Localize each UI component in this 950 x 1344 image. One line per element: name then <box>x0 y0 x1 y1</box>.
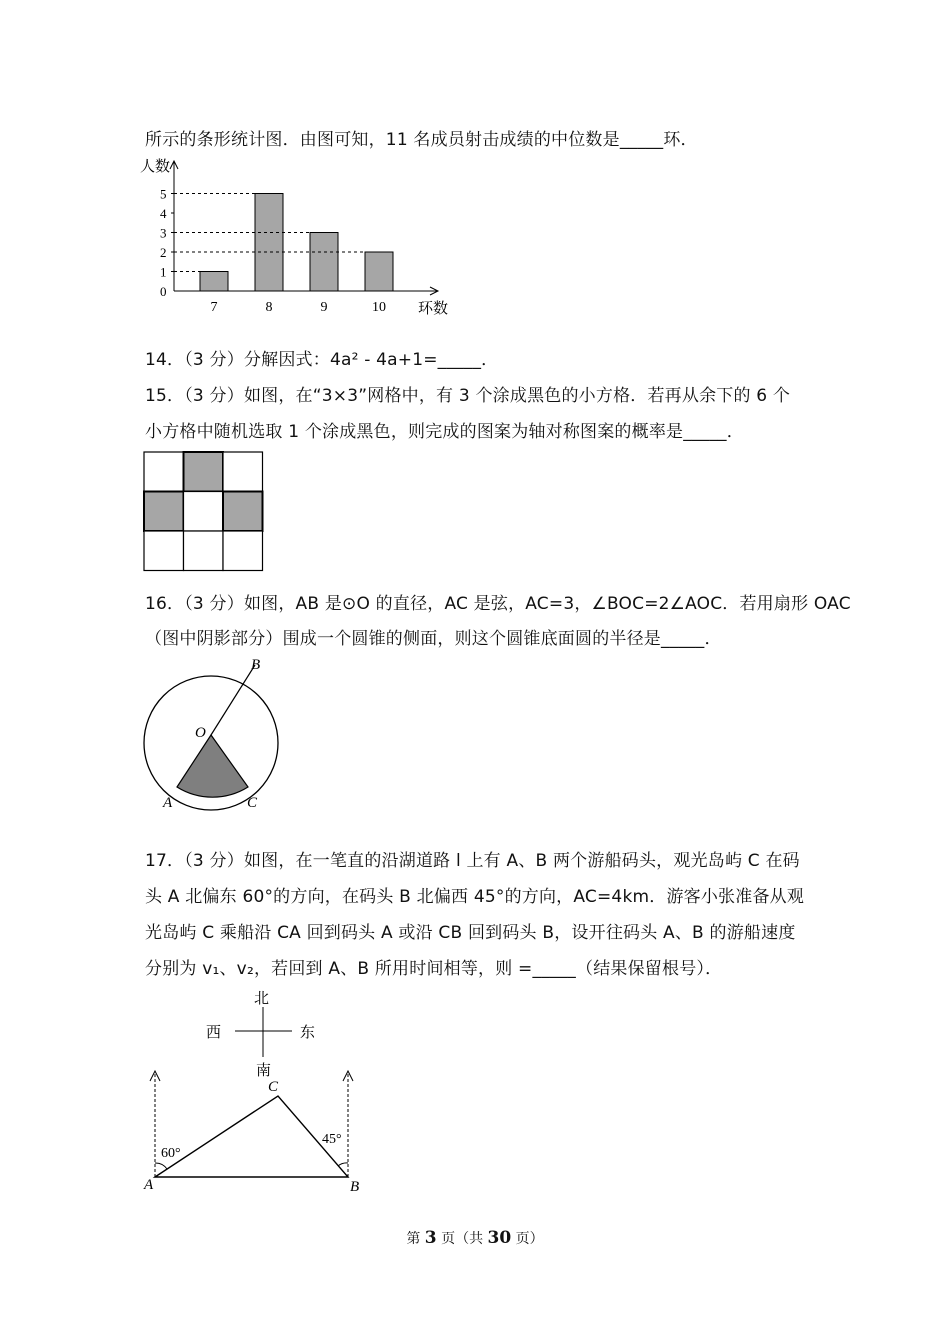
label-a: A <box>144 1177 154 1193</box>
footer-page-number: 3 <box>424 1228 437 1248</box>
angle-label-60: 60° <box>161 1146 181 1161</box>
grid-cell <box>144 452 184 492</box>
q17-text-line2: 头 A 北偏东 60°的方向，在码头 B 北偏西 45°的方向，AC=4km．游客小张准备从观 <box>145 887 805 907</box>
compass-west: 西 <box>206 1025 222 1041</box>
radius-ob <box>211 665 255 735</box>
x-tick-label: 10 <box>372 300 386 315</box>
angle-arc-b <box>338 1163 348 1166</box>
q15-text-line2: 小方格中随机选取 1 个涂成黑色，则完成的图案为轴对称图案的概率是_____． <box>145 422 744 442</box>
angle-label-45: 45° <box>322 1132 342 1147</box>
q14-text: 14．（3 分）分解因式：4a² ‐ 4a+1=_____． <box>145 350 499 370</box>
y-tick-label: 5 <box>160 186 167 202</box>
q16-text-line2: （图中阴影部分）围成一个圆锥的侧面，则这个圆锥底面圆的半径是_____． <box>145 629 722 649</box>
footer-total-pages: 30 <box>487 1228 512 1248</box>
q16-text-line1: 16．（3 分）如图，AB 是⊙O 的直径，AC 是弦，AC=3，∠BOC=2∠AOC．若用扇形 OAC <box>145 594 851 614</box>
y-tick-label: 1 <box>160 264 167 280</box>
label-b: B <box>251 657 261 673</box>
y-tick-label: 0 <box>160 284 167 299</box>
footer-suffix: 页） <box>511 1231 544 1247</box>
footer-prefix: 第 <box>406 1231 425 1247</box>
x-tick-label: 9 <box>320 300 328 315</box>
bar-9 <box>310 233 338 292</box>
footer-mid: 页（共 <box>436 1231 488 1247</box>
compass-south: 南 <box>256 1063 272 1079</box>
angle-arc-a <box>155 1163 167 1169</box>
q13-text: 所示的条形统计图．由图可知，11 名成员射击成绩的中位数是_____环． <box>145 130 698 150</box>
y-tick-label: 4 <box>160 206 167 221</box>
grid-cell <box>223 531 263 571</box>
x-tick-label: 7 <box>210 300 218 315</box>
label-c: C <box>268 1079 279 1095</box>
y-tick-label: 2 <box>160 245 167 260</box>
y-tick-label: 3 <box>160 225 167 241</box>
q17-text-line1: 17．（3 分）如图，在一笔直的沿湖道路 l 上有 A、B 两个游船码头，观光岛屿 C 在码 <box>145 851 800 871</box>
x-tick-label: 8 <box>265 300 273 315</box>
q17-text-line4: 分别为 v₁、v₂，若回到 A、B 所用时间相等，则 =_____（结果保留根号）． <box>145 959 723 979</box>
label-o: O <box>195 725 206 741</box>
q17-text-line3: 光岛屿 C 乘船沿 CA 回到码头 A 或沿 CB 回到码头 B，设开往码头 A、B 的游船速度 <box>145 923 796 943</box>
q16-circle-figure <box>135 655 290 815</box>
grid-cell <box>184 452 224 492</box>
grid-cell <box>223 492 263 532</box>
label-b: B <box>350 1179 360 1195</box>
triangle-abc <box>155 1096 348 1177</box>
q13-bar-chart <box>138 155 458 320</box>
label-c: C <box>247 795 258 811</box>
y-axis-label: 人数 <box>140 159 171 175</box>
grid-cell <box>184 492 224 532</box>
compass-east: 东 <box>300 1025 316 1041</box>
q15-text-line1: 15．（3 分）如图，在“3×3”网格中，有 3 个涂成黑色的小方格．若再从余下的 6 个 <box>145 386 791 406</box>
q17-direction-figure <box>140 985 380 1195</box>
bar-8 <box>255 194 283 292</box>
x-axis-label: 环数 <box>418 301 449 317</box>
grid-cell <box>223 452 263 492</box>
label-a: A <box>163 795 173 811</box>
grid-cell <box>184 531 224 571</box>
q15-grid-figure <box>140 448 270 574</box>
page-footer <box>0 1228 950 1248</box>
compass-north: 北 <box>254 991 270 1007</box>
grid-cell <box>144 492 184 532</box>
bar-7 <box>200 272 228 292</box>
bar-10 <box>365 252 393 291</box>
grid-cell <box>144 531 184 571</box>
sector-oac <box>177 735 248 797</box>
